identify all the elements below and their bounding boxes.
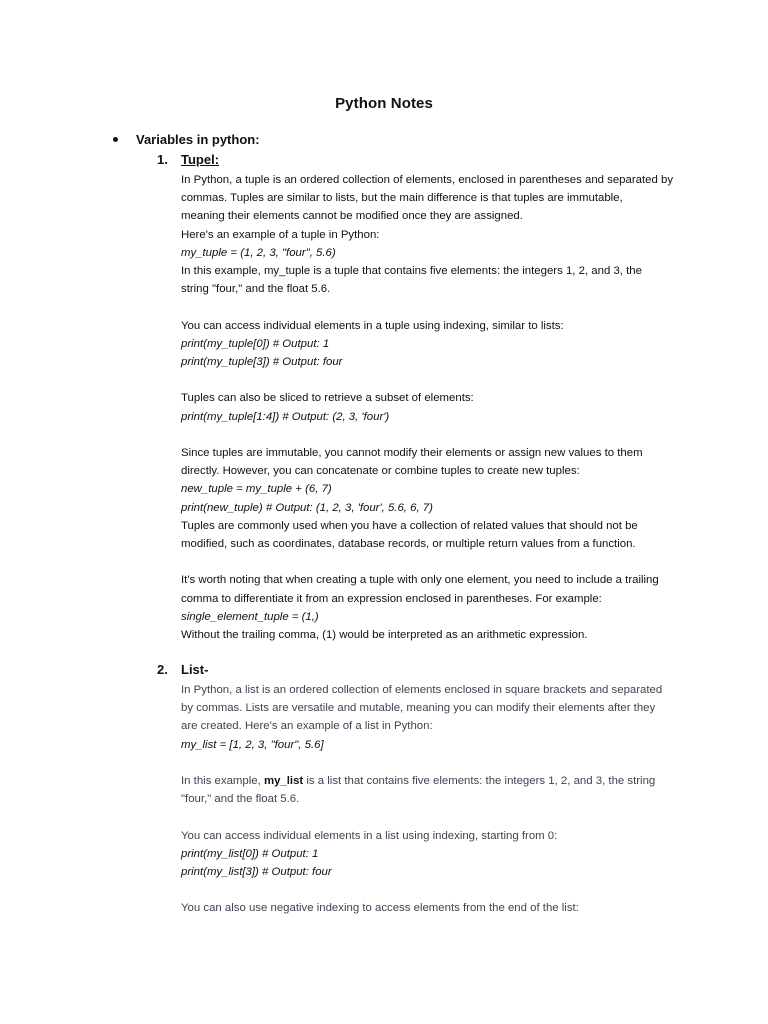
text-line: Without the trailing comma, (1) would be interpreted as an arithmetic expression. — [181, 629, 588, 642]
section-heading-tupel — [157, 152, 219, 167]
text-line — [181, 772, 701, 790]
page-title: Python Notes — [335, 95, 433, 112]
text-line: modified, such as coordinates, database records, or multiple return values from a function. — [181, 538, 636, 551]
section-body-list — [181, 681, 701, 918]
section-title: List- — [181, 662, 209, 677]
bullet-dot-icon — [113, 137, 118, 142]
code-line: print(my_list[3]) # Output: four — [181, 866, 332, 878]
text-line: commas. Tuples are similar to lists, but the main difference is that tuples are immutable, — [181, 192, 623, 205]
code-line: my_list = [1, 2, 3, "four", 5.6] — [181, 738, 324, 751]
text-line: meaning their elements cannot be modified once they are assigned. — [181, 210, 523, 223]
text-line: Here's an example of a tuple in Python: — [181, 228, 380, 241]
text-run: is a list that contains five elements: the integers 1, 2, and 3, the string — [303, 775, 656, 787]
text-line: Tuples can also be sliced to retrieve a subset of elements: — [181, 392, 474, 405]
text-line: Since tuples are immutable, you cannot modify their elements or assign new values to them — [181, 447, 643, 459]
text-line: "four," and the float 5.6. — [181, 793, 300, 806]
bullet-item-variables — [113, 132, 260, 147]
text-line: string "four," and the float 5.6. — [181, 283, 331, 296]
code-line: my_tuple = (1, 2, 3, "four", 5.6) — [181, 246, 336, 259]
text-run: In this example, — [181, 775, 264, 787]
section-title: Tupel: — [181, 152, 220, 167]
text-line: In Python, a list is an ordered collection of elements enclosed in square brackets and separated — [181, 684, 663, 696]
text-line: You can access individual elements in a tuple using indexing, similar to lists: — [181, 319, 564, 332]
section-number: 1. — [157, 152, 168, 167]
text-line: It's worth noting that when creating a tuple with only one element, you need to include a trailing — [181, 574, 659, 587]
text-line: directly. However, you can concatenate or combine tuples to create new tuples: — [181, 465, 580, 478]
bullet-text: Variables in python: — [136, 132, 260, 147]
section-heading-list — [157, 662, 208, 677]
code-line: single_element_tuple = (1,) — [181, 610, 319, 623]
inline-code-bold: my_list — [263, 775, 304, 787]
text-line: Tuples are commonly used when you have a collection of related values that should not be — [181, 519, 638, 532]
text-line: In this example, my_tuple is a tuple that contains five elements: the integers 1, 2, and 3, the — [181, 265, 642, 278]
section-body-tupel — [181, 171, 701, 644]
code-line: print(my_tuple[1:4]) # Output: (2, 3, 'four') — [181, 410, 390, 423]
code-line: print(new_tuple) # Output: (1, 2, 3, 'four', 5.6, 6, 7) — [181, 501, 433, 514]
section-number: 2. — [157, 662, 168, 677]
code-line: print(my_list[0]) # Output: 1 — [181, 847, 319, 860]
code-line: new_tuple = my_tuple + (6, 7) — [181, 483, 332, 496]
code-line: print(my_tuple[0]) # Output: 1 — [181, 337, 330, 350]
text-line: by commas. Lists are versatile and mutable, meaning you can modify their elements after they — [181, 702, 656, 715]
text-line: In Python, a tuple is an ordered collection of elements, enclosed in parentheses and separated by — [181, 174, 674, 186]
text-line: are created. Here's an example of a list in Python: — [181, 720, 433, 733]
text-line: comma to differentiate it from an expression enclosed in parentheses. For example: — [181, 592, 602, 605]
text-line: You can also use negative indexing to access elements from the end of the list: — [181, 902, 579, 915]
code-line: print(my_tuple[3]) # Output: four — [181, 356, 343, 369]
text-line: You can access individual elements in a list using indexing, starting from 0: — [181, 829, 558, 842]
